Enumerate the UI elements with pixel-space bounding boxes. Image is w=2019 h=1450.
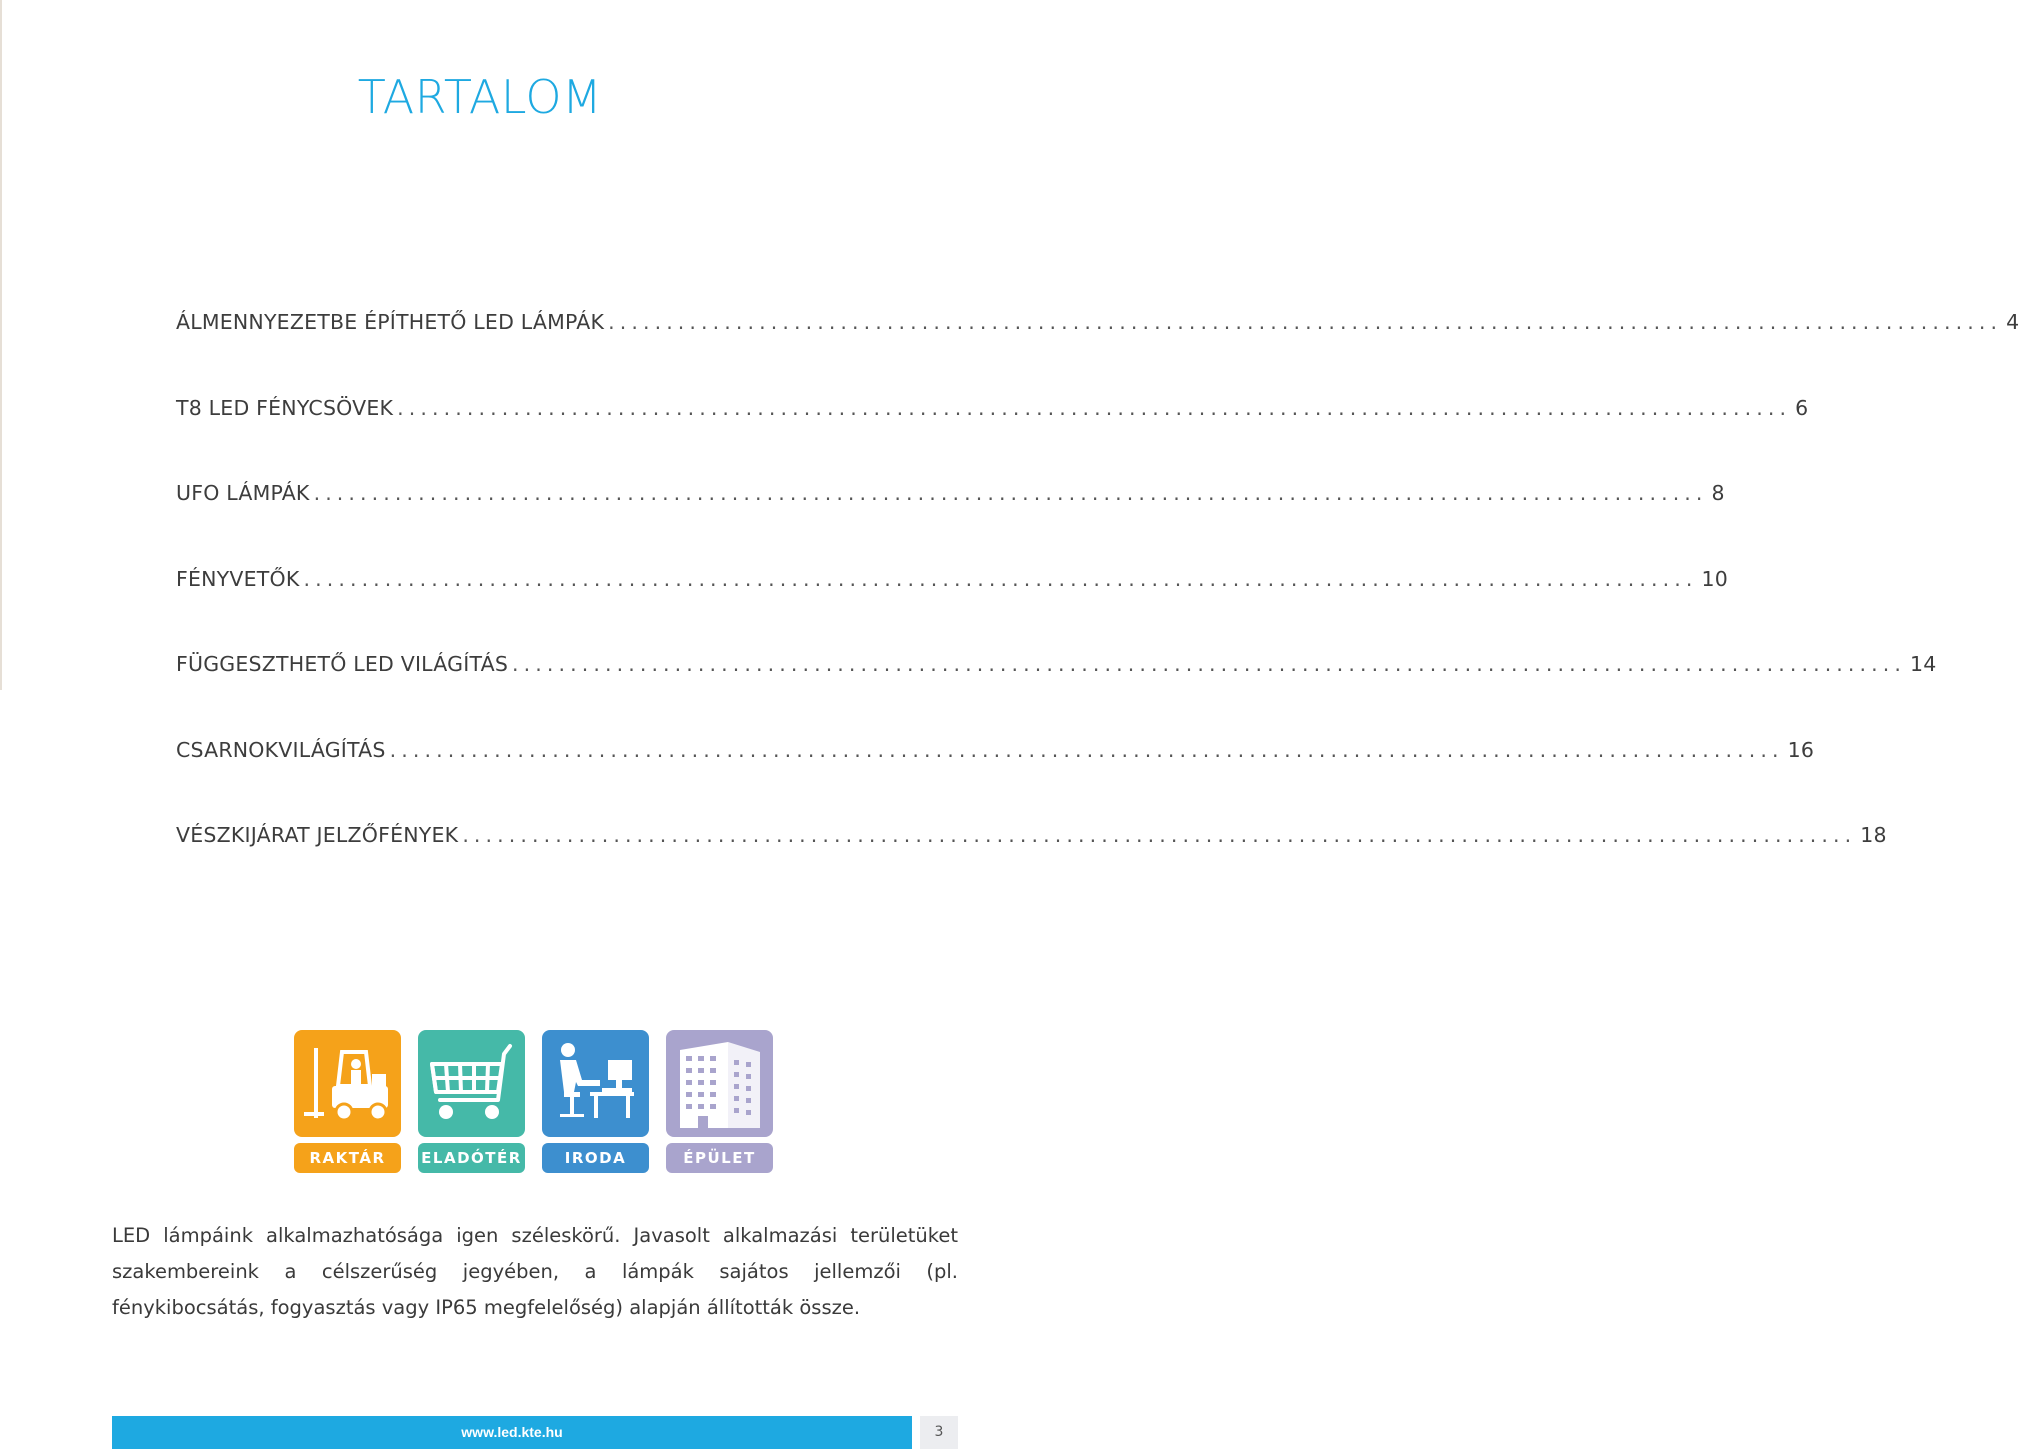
area-card-eladoter[interactable] xyxy=(418,1030,525,1173)
toc-leader-dots: ........................................................................................................................ xyxy=(313,481,1708,505)
page-title: TARTALOM xyxy=(357,70,603,124)
toc-label: VÉSZKIJÁRAT JELZŐFÉNYEK xyxy=(176,823,459,847)
toc-row[interactable] xyxy=(176,566,1728,653)
toc-leader-dots: ........................................................................................................................ xyxy=(608,310,2003,334)
toc-leader-dots: ........................................................................................................................ xyxy=(397,395,1792,420)
toc-row[interactable] xyxy=(176,823,1887,909)
toc-row[interactable] xyxy=(176,481,1725,567)
toc-label: T8 LED FÉNYCSÖVEK xyxy=(176,395,394,420)
footer-bar xyxy=(112,1416,912,1449)
toc-row[interactable] xyxy=(176,395,1809,482)
toc-page-number: 4 xyxy=(2006,310,2019,334)
area-label: ELADÓTÉR xyxy=(418,1143,525,1173)
description-paragraph: LED lámpáink alkalmazhatósága igen széleskörű. Javasolt alkalmazási területüket szakembereink a célszerűség jegyében, a lámpák sajátos jellemzői (pl. fénykibocsátás, fogyasztás vagy IP65 megfelelőség) alapján állították össze. xyxy=(112,1224,958,1319)
toc-row[interactable] xyxy=(176,737,1815,824)
forklift-icon xyxy=(294,1030,401,1137)
toc-leader-dots: ........................................................................................................................ xyxy=(462,823,1857,847)
area-label: ÉPÜLET xyxy=(666,1143,773,1173)
area-card-epulet[interactable] xyxy=(666,1030,773,1173)
toc-label: CSARNOKVILÁGÍTÁS xyxy=(176,737,386,762)
area-card-raktar[interactable] xyxy=(294,1030,401,1173)
application-areas xyxy=(294,1030,774,1175)
toc-row[interactable] xyxy=(176,310,2019,396)
toc-label: UFO LÁMPÁK xyxy=(176,481,310,505)
toc-leader-dots: ........................................................................................................................ xyxy=(303,566,1698,591)
area-card-iroda[interactable] xyxy=(542,1030,649,1173)
toc-label: ÁLMENNYEZETBE ÉPÍTHETŐ LED LÁMPÁK xyxy=(176,310,605,334)
toc-page-number: 18 xyxy=(1860,823,1887,847)
toc-page-number: 14 xyxy=(1910,652,1937,676)
table-of-contents xyxy=(176,310,2019,909)
toc-page-number: 16 xyxy=(1787,737,1815,762)
office-desk-icon xyxy=(542,1030,649,1137)
page-number: 3 xyxy=(920,1416,958,1449)
toc-page-number: 10 xyxy=(1701,566,1728,591)
building-icon xyxy=(666,1030,773,1137)
area-label: RAKTÁR xyxy=(294,1143,401,1173)
shopping-cart-icon xyxy=(418,1030,525,1137)
toc-leader-dots: ........................................................................................................................ xyxy=(389,737,1784,762)
toc-label: FÉNYVETŐK xyxy=(176,566,300,591)
toc-label: FÜGGESZTHETŐ LED VILÁGÍTÁS xyxy=(176,652,509,676)
area-label: IRODA xyxy=(542,1143,649,1173)
toc-leader-dots: ........................................................................................................................ xyxy=(512,652,1907,676)
toc-page-number: 8 xyxy=(1711,481,1725,505)
toc-page-number: 6 xyxy=(1795,395,1809,420)
toc-row[interactable] xyxy=(176,652,1937,738)
website-link[interactable]: www.led.kte.hu xyxy=(461,1424,563,1440)
